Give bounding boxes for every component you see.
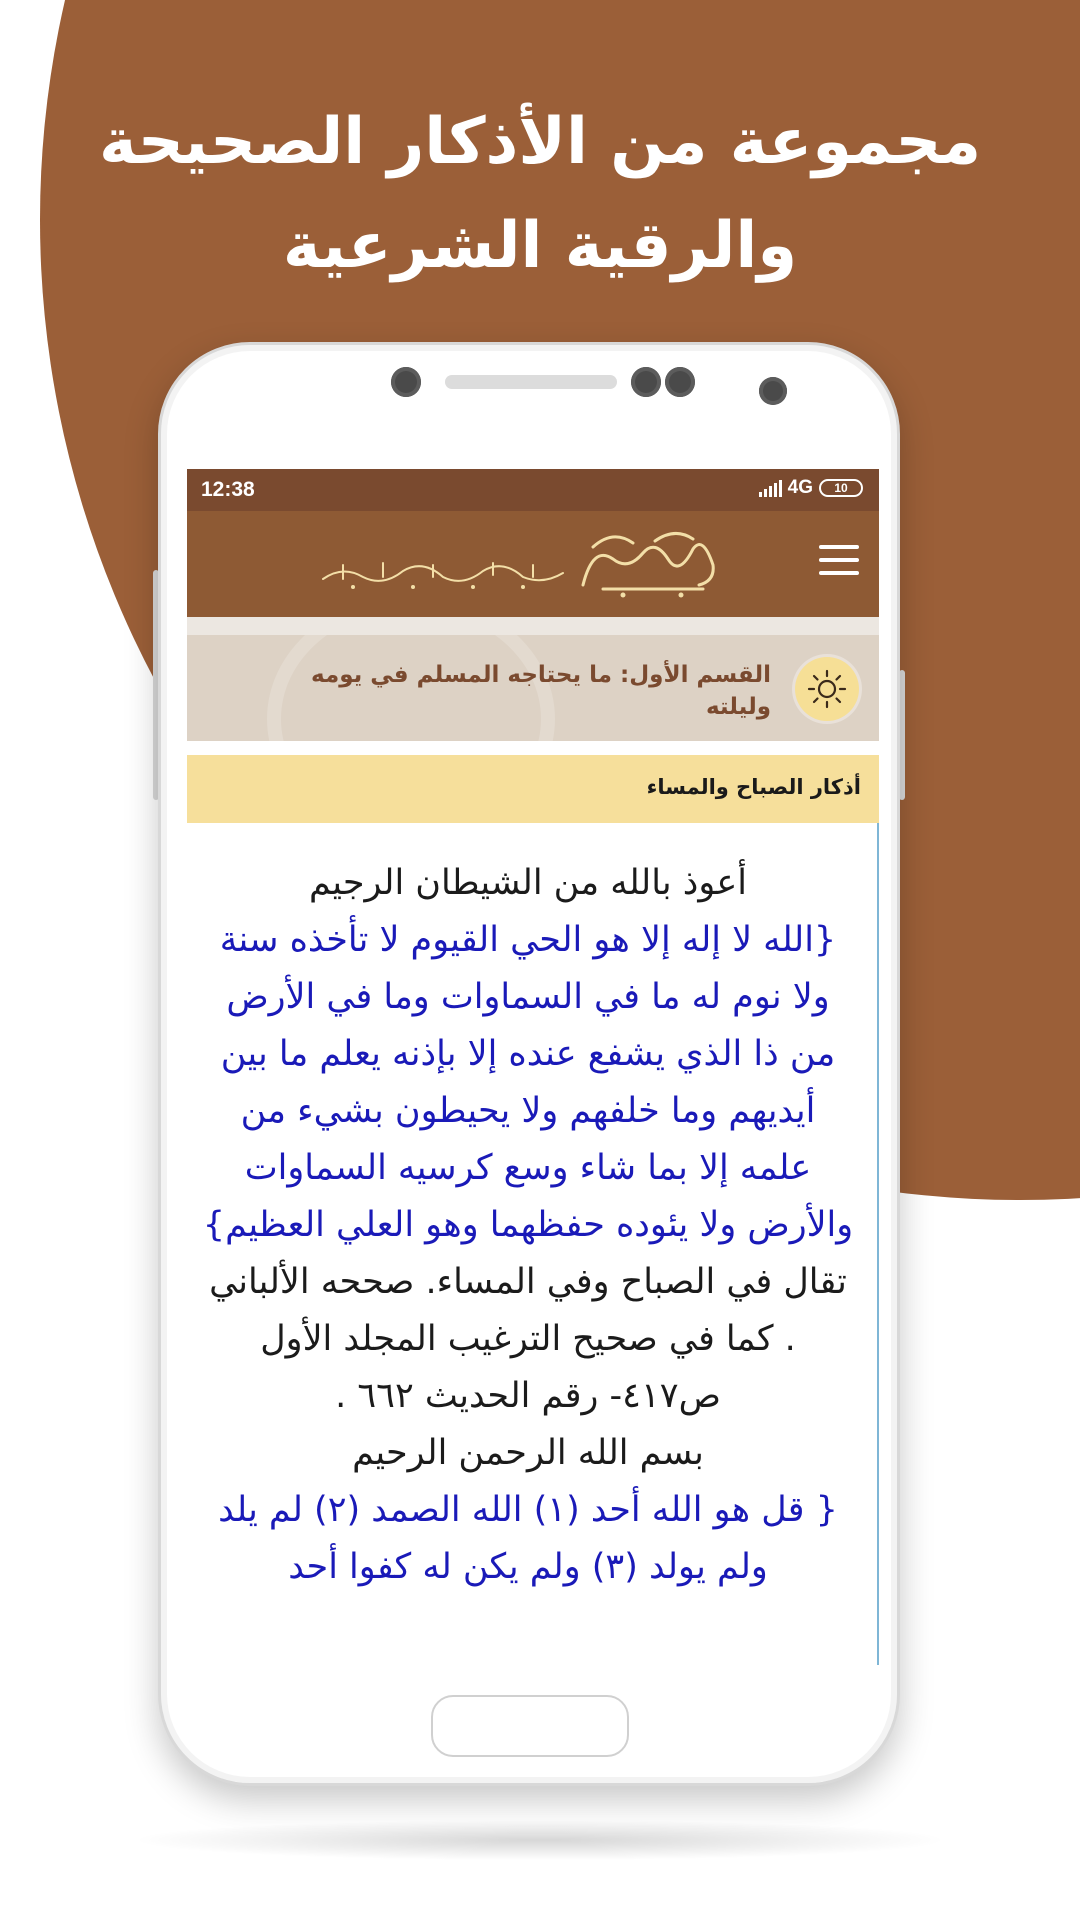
section-title: القسم الأول: ما يحتاجه المسلم في يومه وليلته xyxy=(311,662,771,720)
app-bar xyxy=(187,511,879,617)
hadith-note-text: تقال في الصباح وفي المساء. صححه الألباني . كما في صحيح الترغيب المجلد الأول ص٤١٧- رقم الحديث ٦٦٢ . xyxy=(209,1262,847,1416)
sensor-icon xyxy=(631,367,661,397)
battery-icon: 10 xyxy=(819,479,863,497)
divider xyxy=(187,617,879,635)
subsection-title: أذكار الصباح والمساء xyxy=(646,775,861,799)
sun-icon xyxy=(795,657,859,721)
content-scroll[interactable] xyxy=(187,823,879,1665)
rear-sensor-icon xyxy=(759,377,787,405)
section-banner[interactable] xyxy=(187,635,879,741)
subsection-bar[interactable] xyxy=(187,755,879,823)
signal-icon xyxy=(759,479,782,497)
hamburger-menu-icon[interactable] xyxy=(817,545,861,581)
spacer xyxy=(187,741,879,755)
ayat-kursi-text: {الله لا إله إلا هو الحي القيوم لا تأخذه سنة ولا نوم له ما في السماوات وما في الأرض من ذا الذي يشفع عنده إلا بإذنه يعلم ما بين أيديهم وما خلفهم ولا يحيطون بشيء من علمه إلا بما شاء وسع كرسيه السماوات والأرض ولا يئوده حفظهما وهو العلي العظيم} xyxy=(202,920,854,1245)
phone-frame xyxy=(158,342,900,1786)
dhikr-content xyxy=(201,855,855,1596)
headline-line-2: والرقية الشرعية xyxy=(282,209,798,283)
status-indicators xyxy=(759,477,863,499)
earpiece-speaker xyxy=(445,375,617,389)
status-bar xyxy=(187,469,879,511)
sensor-icon-2 xyxy=(665,367,695,397)
status-time: 12:38 xyxy=(201,478,255,501)
home-button[interactable] xyxy=(431,1695,629,1757)
isti3adha-text: أعوذ بالله من الشيطان الرجيم xyxy=(308,863,748,903)
network-label: 4G xyxy=(787,477,813,498)
promo-headline xyxy=(0,90,1080,298)
basmala-text: بسم الله الرحمن الرحيم xyxy=(352,1433,704,1473)
ikhlas-text: { قل هو الله أحد (١) الله الصمد (٢) لم يلد ولم يولد (٣) ولم يكن له كفوا أحد xyxy=(218,1490,838,1587)
phone-shadow xyxy=(140,1820,940,1860)
front-camera-icon xyxy=(391,367,421,397)
phone-screen xyxy=(187,469,879,1665)
headline-line-1: مجموعة من الأذكار الصحيحة xyxy=(98,105,982,179)
app-logo xyxy=(283,525,723,605)
